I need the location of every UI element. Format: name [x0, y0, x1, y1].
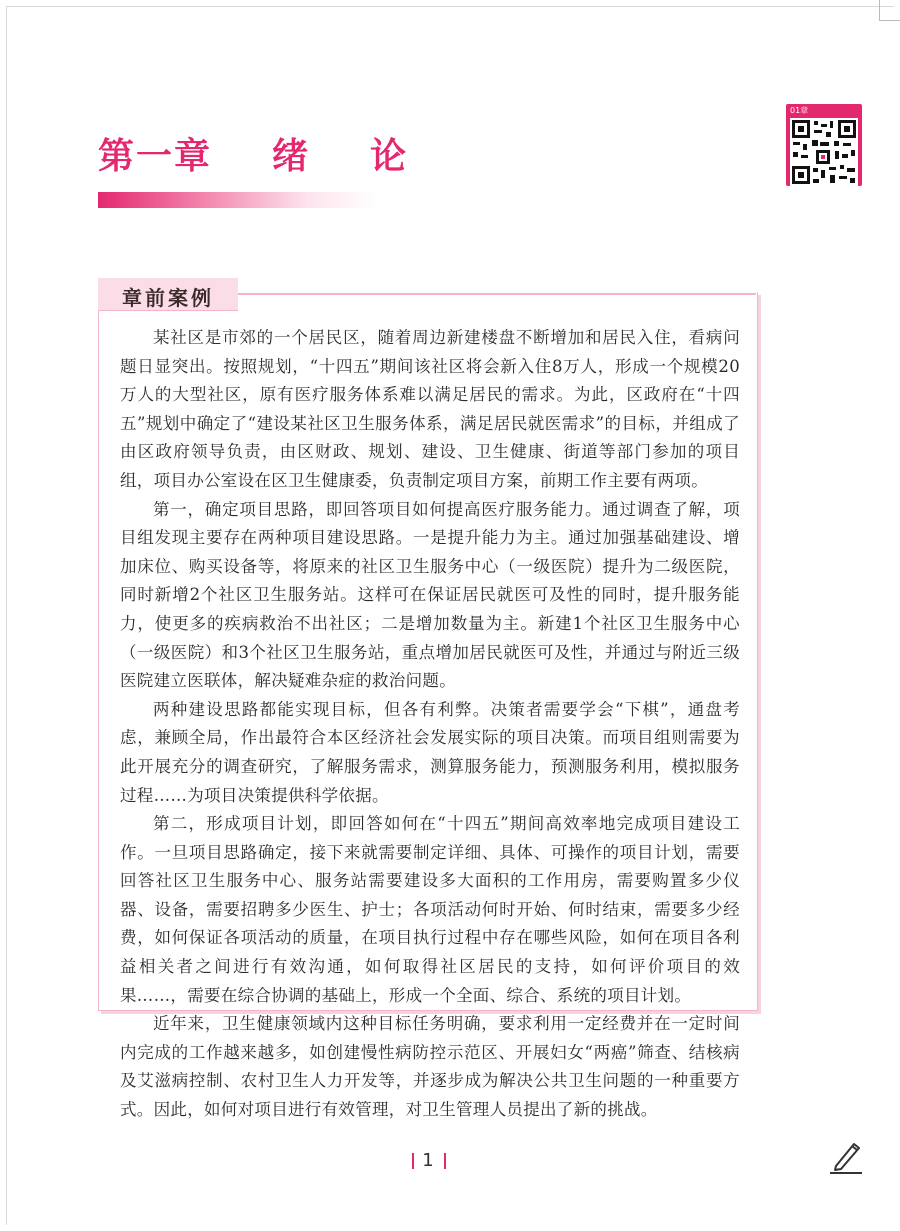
- qr-code-icon[interactable]: [786, 104, 862, 186]
- chapter-title-underline: [98, 192, 378, 208]
- case-paragraph: 第二，形成项目计划，即回答如何在“十四五”期间高效率地完成项目建设工作。一旦项目思路确定，接下来就需要制定详细、具体、可操作的项目计划，需要回答社区卫生服务中心、服务站需要建设多大面积的工作用房，需要购置多少仪器、设备，需要招聘多少医生、护士；各项活动何时开始、何时结束，需要多少经费，如何保证各项活动的质量，在项目执行过程中存在哪些风险，如何在项目各利益相关者之间进行有效沟通，如何取得社区居民的支持，如何评价项目的效果……，需要在综合协调的基础上，形成一个全面、综合、系统的项目计划。: [120, 814, 740, 1005]
- case-paragraph: 某社区是市郊的一个居民区，随着周边新建楼盘不断增加和居民入住，看病问题日显突出。按照规划，“十四五”期间该社区将会新入住8万人，形成一个规模20万人的大型社区，原有医疗服务体系难以满足居民的需求。为此，区政府在“十四五”规划中确定了“建设某社区卫生服务体系，满足居民就医需求”的目标，并组成了由区政府领导负责，由区财政、规划、建设、卫生健康、街道等部门参加的项目组，项目办公室设在区卫生健康委，负责制定项目方案，前期工作主要有两项。: [120, 328, 740, 490]
- case-heading: 章前案例: [122, 286, 214, 310]
- case-paragraph: 第一，确定项目思路，即回答项目如何提高医疗服务能力。通过调查了解，项目组发现主要存在两种项目建设思路。一是提升能力为主。通过加强基础建设、增加床位、购买设备等，将原来的社区卫生服务中心（一级医院）提升为二级医院，同时新增2个社区卫生服务站。这样可在保证居民就医可及性的同时，提升服务能力，使更多的疾病救治不出社区；二是增加数量为主。新建1个社区卫生服务中心（一级医院）和3个社区卫生服务站，重点增加居民就医可及性，并通过与附近三级医院建立医联体，解决疑难杂症的救治问题。: [120, 499, 740, 691]
- case-paragraph: 近年来，卫生健康领域内这种目标任务明确，要求利用一定经费并在一定时间内完成的工作越来越多，如创建慢性病防控示范区、开展妇女“两癌”筛查、结核病及艾滋病控制、农村卫生人力开发等，并逐步成为解决公共卫生问题的一种重要方式。因此，如何对项目进行有效管理，对卫生管理人员提出了新的挑战。: [120, 1014, 740, 1120]
- pen-icon[interactable]: [826, 1136, 866, 1176]
- qr-label: 01章: [790, 106, 809, 115]
- qr-code-pattern: [790, 118, 858, 186]
- page-number-bar-right: [444, 1153, 446, 1169]
- chapter-title-word2: 论: [370, 136, 409, 177]
- page-number: 1: [422, 1150, 434, 1171]
- case-heading-rule: [238, 293, 756, 295]
- page-corner: [879, 0, 900, 21]
- case-paragraph: 两种建设思路都能实现目标，但各有利弊。决策者需要学会“下棋”，通盘考虑，兼顾全局，作出最符合本区经济社会发展实际的项目决策。而项目组则需要为此开展充分的调查研究，了解服务需求，测算服务能力，预测服务利用，模拟服务过程……为项目决策提供科学依据。: [120, 699, 740, 805]
- chapter-title-word1: 绪: [272, 136, 311, 177]
- chapter-title: [98, 128, 408, 179]
- case-body: [120, 324, 740, 1125]
- chapter-number: 第一章: [98, 136, 213, 177]
